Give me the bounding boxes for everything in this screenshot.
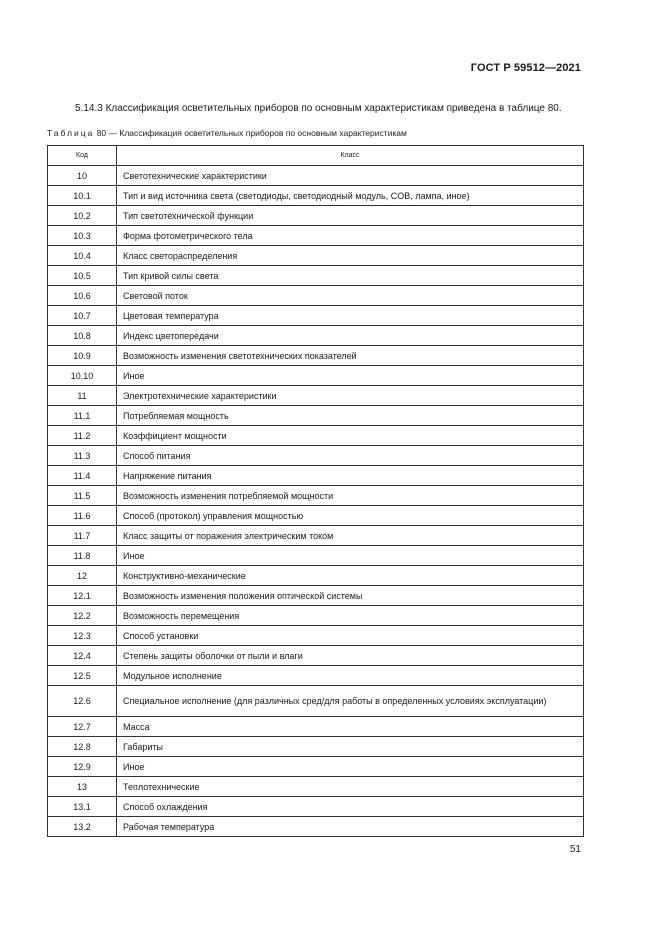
row-code: 12 xyxy=(48,566,117,586)
table-row xyxy=(48,737,584,757)
row-class: Тип кривой силы света xyxy=(117,266,584,286)
row-code: 12.4 xyxy=(48,646,117,666)
row-code: 10.5 xyxy=(48,266,117,286)
row-class: Электротехнические характеристики xyxy=(117,386,584,406)
table-row xyxy=(48,757,584,777)
row-code: 10.9 xyxy=(48,346,117,366)
table-caption xyxy=(47,128,407,138)
table-row xyxy=(48,406,584,426)
table-row xyxy=(48,717,584,737)
table-row xyxy=(48,486,584,506)
row-code: 11.2 xyxy=(48,426,117,446)
table-row xyxy=(48,366,584,386)
table-row xyxy=(48,546,584,566)
table-row xyxy=(48,586,584,606)
table-row xyxy=(48,446,584,466)
row-code: 13.2 xyxy=(48,817,117,837)
column-header-class: Класс xyxy=(117,146,584,166)
table-row xyxy=(48,346,584,366)
row-class: Возможность изменения положения оптической системы xyxy=(117,586,584,606)
table-row xyxy=(48,506,584,526)
table-row xyxy=(48,426,584,446)
row-class: Способ установки xyxy=(117,626,584,646)
row-class: Иное xyxy=(117,546,584,566)
row-class: Индекс цветопередачи xyxy=(117,326,584,346)
row-code: 10.6 xyxy=(48,286,117,306)
row-class: Масса xyxy=(117,717,584,737)
row-code: 12.5 xyxy=(48,666,117,686)
row-code: 13 xyxy=(48,777,117,797)
row-class: Способ (протокол) управления мощностью xyxy=(117,506,584,526)
row-class: Степень защиты оболочки от пыли и влаги xyxy=(117,646,584,666)
row-class: Форма фотометрического тела xyxy=(117,226,584,246)
table-row xyxy=(48,666,584,686)
table-row xyxy=(48,206,584,226)
page-number: 51 xyxy=(569,844,581,855)
row-code: 11.3 xyxy=(48,446,117,466)
row-class: Теплотехнические xyxy=(117,777,584,797)
row-class: Потребляемая мощность xyxy=(117,406,584,426)
row-code: 12.6 xyxy=(48,686,117,717)
row-code: 10.3 xyxy=(48,226,117,246)
table-row xyxy=(48,566,584,586)
table-row xyxy=(48,266,584,286)
intro-text: 5.14.3 Классификация осветительных приборов по основным характеристикам приведена в таблице 80. xyxy=(75,103,562,114)
row-code: 12.9 xyxy=(48,757,117,777)
intro-paragraph xyxy=(47,102,582,116)
table-row xyxy=(48,226,584,246)
row-class: Светотехнические характеристики xyxy=(117,166,584,186)
row-code: 11.5 xyxy=(48,486,117,506)
table-row xyxy=(48,386,584,406)
row-class: Напряжение питания xyxy=(117,466,584,486)
row-class: Конструктивно-механические xyxy=(117,566,584,586)
row-code: 10.8 xyxy=(48,326,117,346)
row-code: 12.2 xyxy=(48,606,117,626)
column-header-code: Код xyxy=(48,146,117,166)
row-class: Световой поток xyxy=(117,286,584,306)
table-row xyxy=(48,606,584,626)
table-caption-label: Таблица xyxy=(47,128,95,138)
table-row xyxy=(48,797,584,817)
table-row xyxy=(48,186,584,206)
row-class: Возможность изменения светотехнических показателей xyxy=(117,346,584,366)
row-class: Способ питания xyxy=(117,446,584,466)
row-class: Тип и вид источника света (светодиоды, светодиодный модуль, COB, лампа, иное) xyxy=(117,186,584,206)
row-code: 12.1 xyxy=(48,586,117,606)
row-code: 12.7 xyxy=(48,717,117,737)
table-body xyxy=(48,166,584,837)
table-header-row xyxy=(48,146,584,166)
row-code: 10.10 xyxy=(48,366,117,386)
table-row xyxy=(48,817,584,837)
row-code: 10.1 xyxy=(48,186,117,206)
row-class: Класс светораспределения xyxy=(117,246,584,266)
classification-table xyxy=(47,145,584,837)
row-code: 11.6 xyxy=(48,506,117,526)
row-class: Коэффициент мощности xyxy=(117,426,584,446)
row-code: 11.8 xyxy=(48,546,117,566)
row-code: 11.1 xyxy=(48,406,117,426)
table-row xyxy=(48,466,584,486)
row-class: Иное xyxy=(117,366,584,386)
table-row xyxy=(48,646,584,666)
table-row xyxy=(48,686,584,717)
row-class: Цветовая температура xyxy=(117,306,584,326)
row-class: Специальное исполнение (для различных сред/для работы в определенных условиях эксплуатации) xyxy=(117,686,584,717)
row-class: Модульное исполнение xyxy=(117,666,584,686)
table-row xyxy=(48,626,584,646)
table-row xyxy=(48,166,584,186)
table-row xyxy=(48,306,584,326)
row-class: Иное xyxy=(117,757,584,777)
row-code: 11 xyxy=(48,386,117,406)
row-code: 11.7 xyxy=(48,526,117,546)
row-class: Рабочая температура xyxy=(117,817,584,837)
row-code: 10.2 xyxy=(48,206,117,226)
row-class: Способ охлаждения xyxy=(117,797,584,817)
table-row xyxy=(48,777,584,797)
row-code: 10.7 xyxy=(48,306,117,326)
table-row xyxy=(48,526,584,546)
row-code: 13.1 xyxy=(48,797,117,817)
row-code: 12.8 xyxy=(48,737,117,757)
row-code: 10.4 xyxy=(48,246,117,266)
row-class: Возможность изменения потребляемой мощности xyxy=(117,486,584,506)
document-header: ГОСТ Р 59512—2021 xyxy=(470,62,581,74)
row-code: 12.3 xyxy=(48,626,117,646)
table-caption-text: 80 — Классификация осветительных приборов по основным характеристикам xyxy=(94,128,407,138)
table-row xyxy=(48,286,584,306)
row-class: Тип светотехнической функции xyxy=(117,206,584,226)
table-row xyxy=(48,246,584,266)
row-code: 11.4 xyxy=(48,466,117,486)
row-code: 10 xyxy=(48,166,117,186)
row-class: Класс защиты от поражения электрическим током xyxy=(117,526,584,546)
table-row xyxy=(48,326,584,346)
row-class: Возможность перемещения xyxy=(117,606,584,626)
row-class: Габариты xyxy=(117,737,584,757)
